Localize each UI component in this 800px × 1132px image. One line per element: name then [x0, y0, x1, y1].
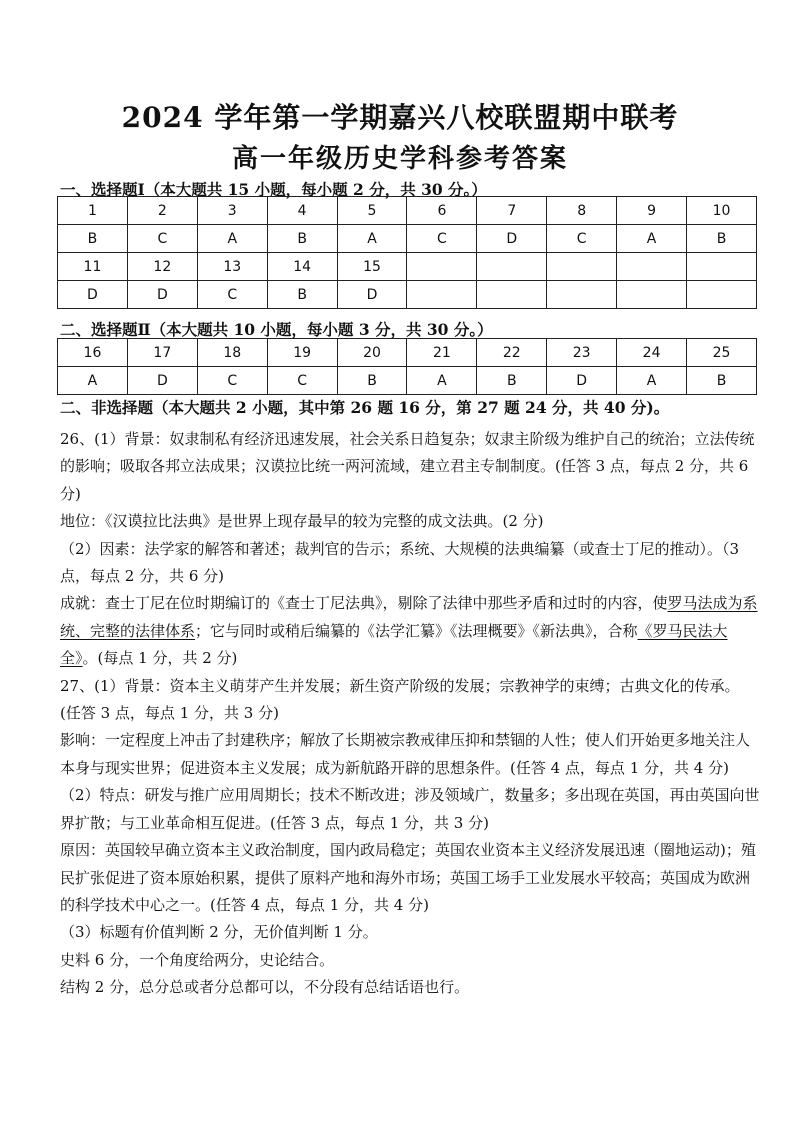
table-cell: C	[547, 225, 617, 253]
table-cell: A	[197, 225, 267, 253]
table-cell: 16	[58, 339, 128, 367]
table-cell: 13	[197, 253, 267, 281]
table-cell: C	[267, 367, 337, 395]
table-cell: C	[407, 225, 477, 253]
table-cell: B	[58, 225, 128, 253]
table-cell	[687, 281, 757, 309]
table-cell: 23	[547, 339, 617, 367]
table-cell: A	[617, 225, 687, 253]
table-cell: 21	[407, 339, 477, 367]
table-cell: 2	[127, 197, 197, 225]
q27-structure: 结构 2 分，总分总或者分总都可以，不分段有总结话语也行。	[60, 978, 470, 997]
table-cell: 10	[687, 197, 757, 225]
page-title: 2024 学年第一学期嘉兴八校联盟期中联考	[121, 101, 679, 134]
table-cell	[477, 281, 547, 309]
table-row	[58, 253, 757, 281]
table-row	[58, 339, 757, 367]
table-cell: B	[267, 225, 337, 253]
table-row	[58, 281, 757, 309]
q26-achievement-part-c: 。(每点 1 分，共 2 分)	[82, 649, 238, 668]
table-cell: A	[617, 367, 687, 395]
section1-answer-table	[57, 196, 757, 309]
table-cell: 15	[337, 253, 407, 281]
table-cell: D	[547, 367, 617, 395]
q27-material: 史料 6 分，一个角度给两分，史论结合。	[60, 950, 335, 969]
section3-heading: 二、非选择题（本大题共 2 小题，其中第 26 题 16 分，第 27 题 24 分，共 40 分)。	[60, 398, 670, 417]
table-cell: A	[407, 367, 477, 395]
q26-status: 地位：《汉谟拉比法典》是世界上现存最早的较为完整的成文法典。(2 分)	[60, 512, 544, 531]
q26-achievement	[60, 590, 760, 672]
q27-impact: 影响：一定程度上冲击了封建秩序；解放了长期被宗教戒律压抑和禁锢的人性；使人们开始更多地关注人本身与现实世界；促进资本主义发展；成为新航路开辟的思想条件。(任答 4 点，每点 1 分，共 4 分)	[60, 731, 751, 777]
table-cell: D	[58, 281, 128, 309]
table-cell: 3	[197, 197, 267, 225]
table-cell: 1	[58, 197, 128, 225]
table-cell: C	[197, 281, 267, 309]
table-cell	[407, 281, 477, 309]
table-cell: A	[337, 225, 407, 253]
table-cell: 24	[617, 339, 687, 367]
q26-achievement-underline-2: 《罗马民法大全》	[60, 621, 728, 668]
table-cell	[617, 281, 687, 309]
q27-reasons: 原因：英国较早确立资本主义政治制度，国内政局稳定；英国农业资本主义经济发展迅速（圈地运动)；殖民扩张促进了资本原始积累，提供了原料产地和海外市场；英国工场手工业发展水平较高；英国成为欧洲的科学技术中心之一。(任答 4 点，每点 1 分，共 4 分)	[60, 841, 756, 914]
table-row	[58, 197, 757, 225]
table-cell: D	[127, 281, 197, 309]
table-cell: B	[687, 225, 757, 253]
table-cell: 18	[197, 339, 267, 367]
table-cell: 5	[337, 197, 407, 225]
section2-answer-table	[57, 338, 757, 395]
table-cell: 7	[477, 197, 547, 225]
table-cell: A	[58, 367, 128, 395]
table-cell: 12	[127, 253, 197, 281]
q26-achievement-part-a: 成就：查士丁尼在位时期编订的《查士丁尼法典》，剔除了法律中那些矛盾和过时的内容，使	[60, 594, 668, 613]
table-cell: 8	[547, 197, 617, 225]
table-cell: 22	[477, 339, 547, 367]
table-cell	[547, 281, 617, 309]
table-cell: D	[127, 367, 197, 395]
section2-heading: 二、选择题Ⅱ（本大题共 10 小题，每小题 3 分，共 30 分。）	[60, 320, 493, 339]
table-cell: 6	[407, 197, 477, 225]
table-cell: B	[687, 367, 757, 395]
table-cell	[477, 253, 547, 281]
table-cell	[407, 253, 477, 281]
table-cell: 17	[127, 339, 197, 367]
q27-part3: （3）标题有价值判断 2 分，无价值判断 1 分。	[60, 923, 378, 942]
table-cell: B	[337, 367, 407, 395]
table-cell: 20	[337, 339, 407, 367]
table-cell	[687, 253, 757, 281]
table-cell	[547, 253, 617, 281]
table-cell: C	[127, 225, 197, 253]
table-cell: C	[197, 367, 267, 395]
q26-achievement-part-b: ；它与同时或稍后编纂的《法学汇纂》《法理概要》《新法典》，合称	[195, 621, 638, 640]
q27-features: （2）特点：研发与推广应用周期长；技术不断改进；涉及领域广，数量多；多出现在英国，再由英国向世界扩散；与工业革命相互促进。(任答 3 点，每点 1 分，共 3 分)	[60, 786, 760, 832]
table-cell: B	[477, 367, 547, 395]
q26-background: 26、(1）背景：奴隶制私有经济迅速发展，社会关系日趋复杂；奴隶主阶级为维护自己的统治；立法传统的影响；吸取各邦立法成果；汉谟拉比统一两河流域，建立君主专制制度。(任答 3 点，每点 2 分，共 6 分)	[60, 430, 755, 503]
table-row	[58, 225, 757, 253]
section1-heading: 一、选择题Ⅰ（本大题共 15 小题，每小题 2 分，共 30 分。）	[60, 180, 487, 199]
table-cell: 19	[267, 339, 337, 367]
table-cell: 11	[58, 253, 128, 281]
page-subtitle: 高一年级历史学科参考答案	[231, 144, 568, 174]
table-cell: B	[267, 281, 337, 309]
table-cell: D	[337, 281, 407, 309]
answer-body	[60, 426, 760, 1002]
table-cell: D	[477, 225, 547, 253]
table-cell	[617, 253, 687, 281]
q27-background: 27、(1）背景：资本主义萌芽产生并发展；新生资产阶级的发展；宗教神学的束缚；古典文化的传承。(任答 3 点，每点 1 分，共 3 分)	[60, 676, 740, 723]
table-cell: 9	[617, 197, 687, 225]
q26-factors: （2）因素：法学家的解答和著述；裁判官的告示；系统、大规模的法典编纂（或查士丁尼的推动）。（3 点，每点 2 分，共 6 分)	[60, 539, 740, 586]
table-row	[58, 367, 757, 395]
q26-achievement-underline-1: 罗马法成为系统、完整的法律体系	[60, 594, 758, 640]
table-cell: 25	[687, 339, 757, 367]
table-cell: 4	[267, 197, 337, 225]
table-cell: 14	[267, 253, 337, 281]
